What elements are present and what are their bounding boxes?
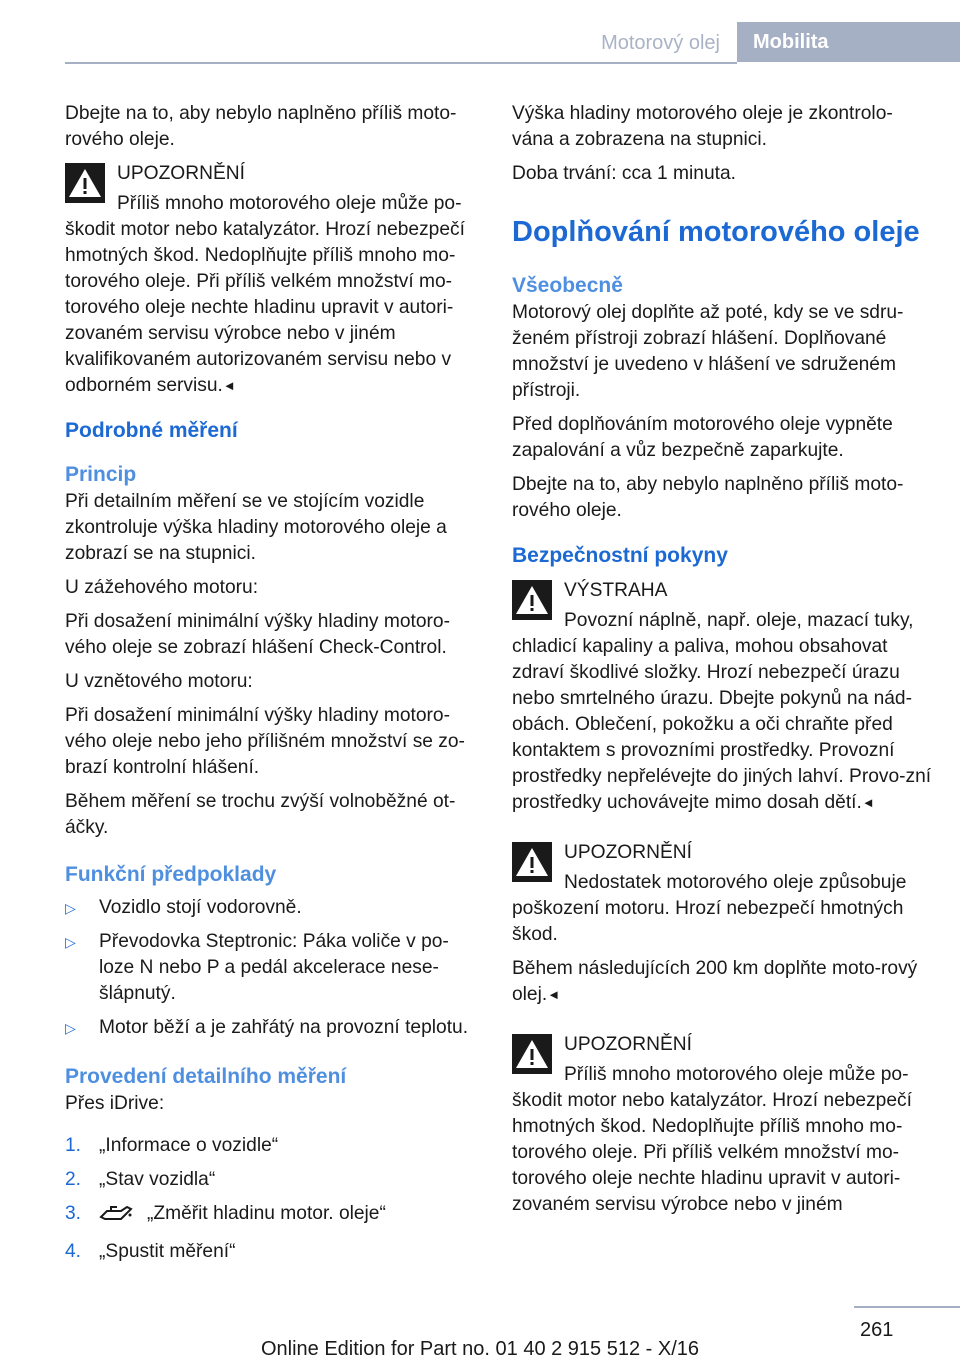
warning-title: UPOZORNĚNÍ — [564, 1034, 692, 1055]
subheading-principle: Princip — [65, 463, 137, 486]
warning-triangle-icon — [512, 842, 552, 882]
step-number: 4. — [65, 1241, 82, 1262]
end-mark: ◄ — [861, 795, 875, 810]
warning-block — [512, 840, 932, 1008]
petrol-label: U zážehového motoru: — [65, 577, 259, 598]
duration-text: Doba trvání: cca 1 minuta. — [512, 163, 736, 184]
page-number: 261 — [860, 1319, 894, 1341]
left-column — [65, 101, 479, 1281]
warning-triangle-icon — [512, 1034, 552, 1074]
footer-edition — [0, 1336, 960, 1362]
bullet-marker: ▷ — [65, 900, 76, 916]
list-item: 1. „Informace o vozidle“ — [65, 1133, 479, 1159]
list-item: ▷ Vozidlo stojí vodorovně. — [65, 895, 479, 921]
measured-text: Výška hladiny motorového oleje je zkontrolo‐vána a zobrazena na stupnici. — [512, 103, 893, 150]
right-column — [512, 101, 932, 1226]
intro-paragraph: Dbejte na to, aby nebylo naplněno příliš moto‐rového oleje. — [65, 103, 457, 150]
list-item: ▷ Převodovka Steptronic: Páka voliče v po‐loze N nebo P a pedál akcelerace nese‐šlápnutý. — [65, 931, 449, 1004]
page-header — [0, 0, 960, 62]
steps-list — [65, 1133, 479, 1265]
end-mark: ◄ — [222, 378, 236, 393]
warning-text: Příliš mnoho motorového oleje může po‐škodit motor nebo katalyzátor. Hrozí nebezpečí hmotných škod. Nedoplňujte příliš mnoho mo‐torového oleje. Při příliš velkém množství mo‐torového oleje nechte hladinu upravit v autori‐zovaném servisu výrobce nebo v jiném kvalifikovaném autorizovaném servisu nebo v odborném servisu. — [65, 193, 465, 396]
header-section-title: Motorový olej — [601, 32, 720, 54]
heading-safety: Bezpečnostní pokyny — [512, 544, 728, 567]
header-chapter-tab: Mobilita — [737, 22, 960, 62]
bullet-marker: ▷ — [65, 934, 76, 950]
heading-procedure: Provedení detailního měření — [65, 1065, 347, 1088]
list-item: ▷ Motor běží a je zahřátý na provozní teplotu. — [65, 1015, 479, 1041]
warning-title: VÝSTRAHA — [564, 580, 668, 601]
step-number: 3. — [65, 1203, 82, 1224]
petrol-text: Při dosažení minimální výšky hladiny motoro‐vého oleje se zobrazí hlášení Check-Control. — [65, 611, 450, 658]
oil-can-icon — [99, 1203, 133, 1231]
idle-rpm-text: Během měření se trochu zvýší volnoběžné ot‐áčky. — [65, 791, 456, 838]
warning-text: Povozní náplně, např. oleje, mazací tuky, chladicí kapaliny a paliva, mohou obsahovat zdraví škodlivé složky. Hrozí nebezpečí úrazu nebo smrtelného úrazu. Dbejte pokynů na nád‐obách. Oblečení, pokožku a oči chraňte před kontaktem s provozními prostředky. Provozní prostředky nepřelévejte do jiných lahví. Provo‐zní prostředky uchovávejte mimo dosah dětí. — [512, 610, 932, 813]
step-number: 2. — [65, 1169, 82, 1190]
warning-triangle-icon — [512, 580, 552, 620]
heading-functional-requirements: Funkční předpoklady — [65, 863, 277, 886]
header-rule — [65, 62, 737, 64]
warning-text: Během následujících 200 km doplňte moto‐rový olej. — [512, 958, 918, 1005]
edition-text: Online Edition for Part no. 01 40 2 915 512 - X/16 — [260, 1338, 700, 1360]
list-item: 3. „Změřit hladinu motor. oleje“ — [65, 1201, 479, 1231]
warning-block — [512, 1032, 932, 1218]
care-text: Dbejte na to, aby nebylo naplněno příliš moto‐rového oleje. — [512, 474, 904, 521]
warning-title: UPOZORNĚNÍ — [564, 842, 692, 863]
requirements-list — [65, 895, 479, 1041]
bullet-marker: ▷ — [65, 1020, 76, 1036]
warning-text: Příliš mnoho motorového oleje může po‐škodit motor nebo katalyzátor. Hrozí nebezpečí hmotných škod. Nedoplňujte příliš mnoho mo‐torového oleje. Při příliš velkém množství mo‐torového oleje nechte hladinu upravit v autori‐zovaném servisu výrobce nebo v jiném — [512, 1064, 912, 1215]
step-number: 1. — [65, 1135, 82, 1156]
warning-text: Nedostatek motorového oleje způsobuje poškození motoru. Hrozí nebezpečí hmotných škod. — [512, 872, 907, 945]
principle-text: Při detailním měření se ve stojícím vozidle zkontroluje výška hladiny motorového oleje a zobrazí se na stupnici. — [65, 491, 447, 564]
warning-block — [65, 161, 479, 399]
warning-block — [512, 578, 932, 816]
subheading-general: Všeobecně — [512, 274, 623, 297]
warning-title: UPOZORNĚNÍ — [117, 163, 245, 184]
end-mark: ◄ — [547, 987, 561, 1002]
list-item: 4. „Spustit měření“ — [65, 1239, 479, 1265]
heading-detail-measurement: Podrobné měření — [65, 419, 238, 442]
list-item: 2. „Stav vozidla“ — [65, 1167, 479, 1193]
warning-triangle-icon — [65, 163, 105, 203]
via-idrive-text: Přes iDrive: — [65, 1093, 165, 1114]
footer-rule — [854, 1306, 960, 1308]
heading-oil-refill: Doplňování motorového oleje — [512, 216, 920, 248]
diesel-text: Při dosažení minimální výšky hladiny motoro‐vého oleje nebo jeho přílišném množství se zo‐brazí kontrolní hlášení. — [65, 705, 465, 778]
general-text: Motorový olej doplňte až poté, kdy se ve sdru‐ženém přístroji zobrazí hlášení. Doplňované množství je uvedeno v hlášení ve sdruženém přístroji. — [512, 302, 904, 401]
before-refill-text: Před doplňováním motorového oleje vypněte zapalování a vůz bezpečně zaparkujte. — [512, 414, 893, 461]
diesel-label: U vznětového motoru: — [65, 671, 253, 692]
